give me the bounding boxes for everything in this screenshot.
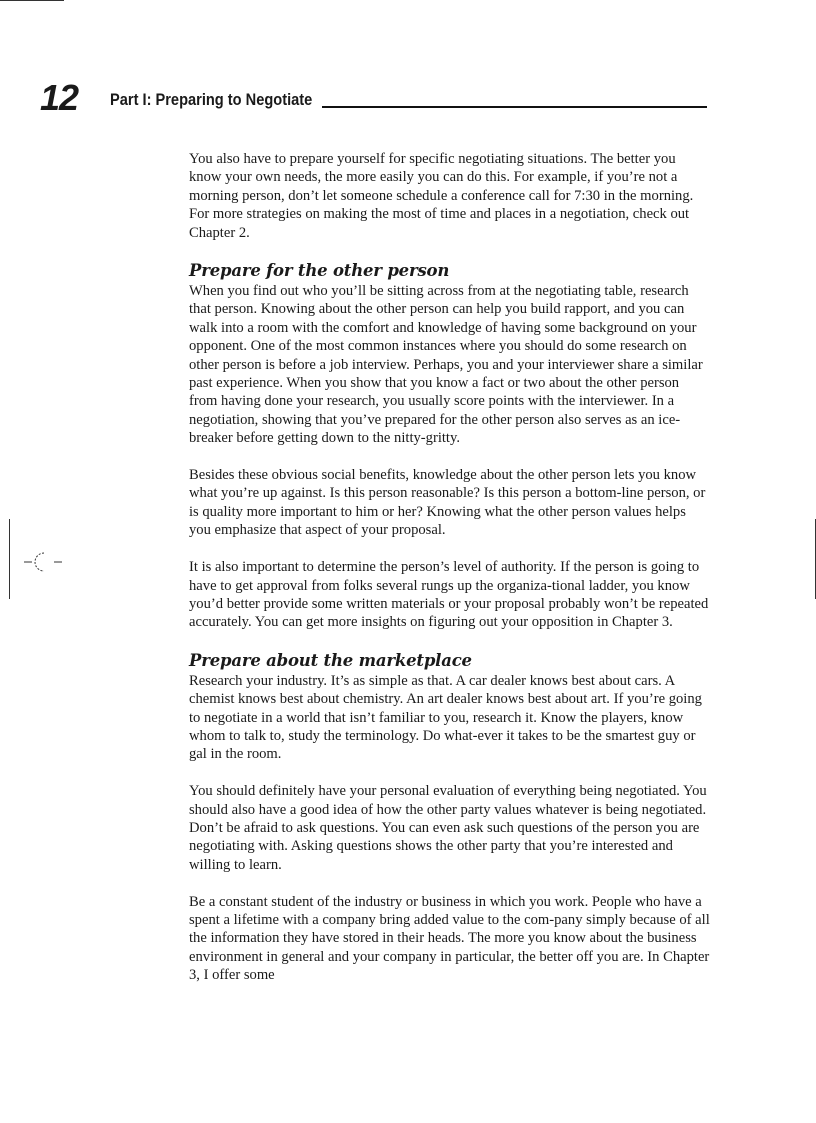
paragraph: Be a constant student of the industry or business in which you work. People who have a spent a lifetime with a company bring added value to the com-pany simply because of all the information they have stored in their heads. The more you know about the business environment in general and your company in particular, the better off you are. In Chapter 3, I offer some xyxy=(189,893,710,984)
running-title: Part I: Preparing to Negotiate xyxy=(110,90,313,109)
paragraph: It is also important to determine the person’s level of authority. If the person is going to have to get approval from folks several rungs up the organiza-tional ladder, you know you’d better provide some written materials or your proposal probably won’t be repeated accurately. You can get more insights on figuring out your opposition in Chapter 3. xyxy=(189,559,709,631)
paragraph: Research your industry. It’s as simple as that. A car dealer knows best about cars. A chemist knows best about chemistry. An art dealer knows best about art. If you’re going to negotiate in a world that isn’t familiar to you, research it. Know the players, know whom to talk to, study the terminology. Do what-ever it takes to be the smartest guy or gal in the room. xyxy=(189,672,702,763)
section-heading-other-person: Prepare for the other person xyxy=(189,261,450,281)
registration-mark-icon xyxy=(24,548,64,576)
crop-mark-left xyxy=(9,519,10,599)
header-rule xyxy=(322,106,707,108)
page-number: 12 xyxy=(40,77,79,118)
paragraph: When you find out who you’ll be sitting across from at the negotiating table, research that person. Knowing about the other person can help you build rapport, and you can walk into a room with the comfort and knowledge of having some background on your opponent. One of the most common instances where you should do some research on other person is before a job interview. Perhaps, you and your interviewer share a similar past experience. When you show that you know a fact or two about the other person from having done your research, you usually score points with the interviewer. In a negotiation, showing that you’ve prepared for the other person also serves as an ice-breaker before getting down to the nitty-gritty. xyxy=(189,283,703,447)
paragraph: You should definitely have your personal evaluation of everything being negotiated. You should also have a good idea of how the other party values whatever is being negotiated. Don’t be afraid to ask questions. You can even ask such questions of the person you are negotiating with. Asking questions shows the other party that you’re interested and willing to learn. xyxy=(189,783,707,873)
intro-paragraph: You also have to prepare yourself for specific negotiating situations. The better you know your own needs, the more easily you can do this. For example, if you’re not a morning person, don’t let someone schedule a conference call for 7:30 in the morning. For more strategies on making the most of time and places in a negotiation, check out Chapter 2. xyxy=(189,151,694,241)
body-text xyxy=(189,150,711,985)
crop-mark-top xyxy=(0,0,64,1)
section-heading-marketplace: Prepare about the marketplace xyxy=(189,650,472,670)
running-head xyxy=(110,90,707,110)
paragraph: Besides these obvious social benefits, knowledge about the other person lets you know what you’re up against. Is this person reasonable? Is this person a bottom-line person, or is quality more important to him or her? Knowing what the other person values helps you emphasize that aspect of your proposal. xyxy=(189,467,706,539)
